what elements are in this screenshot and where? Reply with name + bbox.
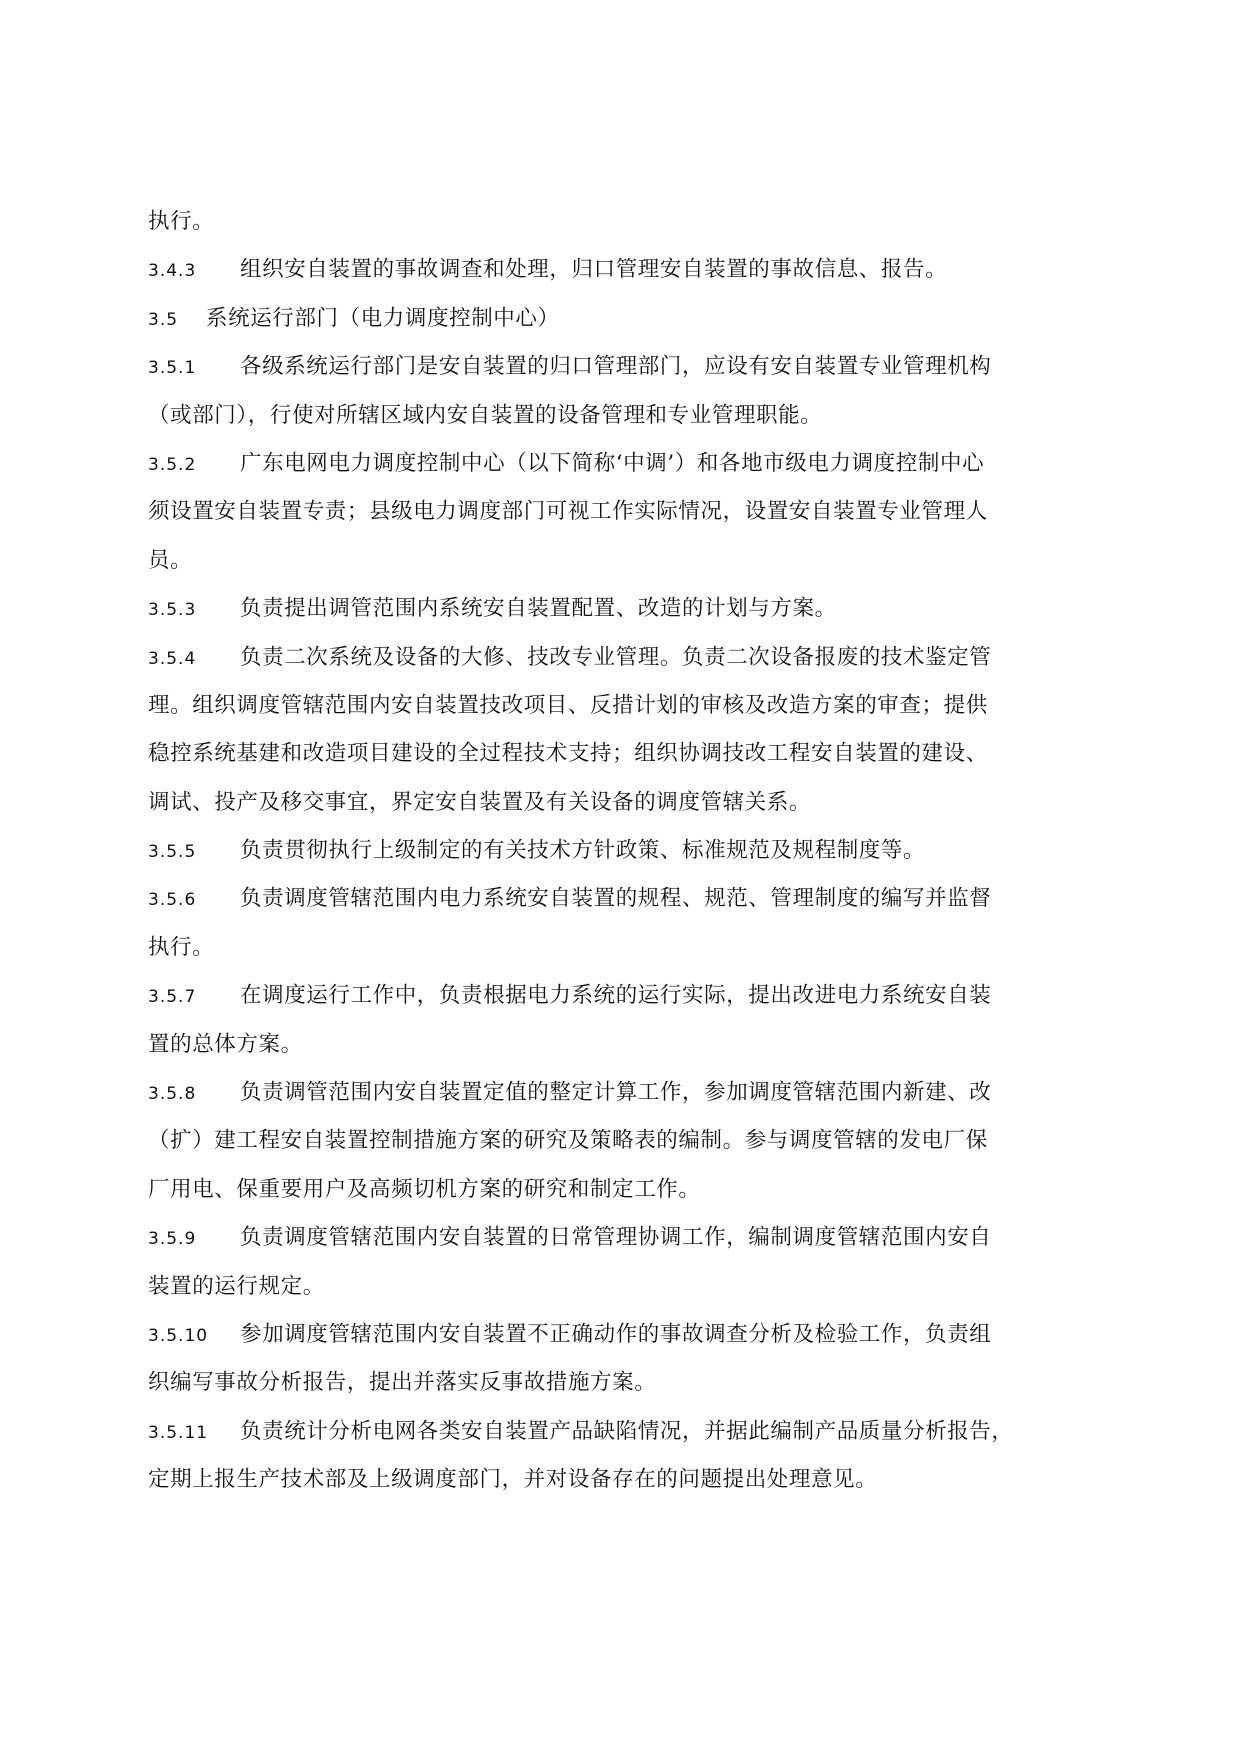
section-number: 3.5 — [148, 309, 179, 330]
clause-number: 3.5.8 — [148, 1084, 197, 1105]
line-text: 稳控系统基建和改造项目建设的全过程技术支持；组织协调技改工程安自装置的建设、 — [148, 741, 988, 767]
text-line — [148, 1028, 1102, 1062]
clause-number: 3.5.2 — [148, 454, 197, 475]
text-line — [148, 1173, 1102, 1207]
text-line — [148, 786, 1102, 820]
clause-3-5-3 — [148, 592, 1102, 626]
line-text: 执行。 — [148, 934, 215, 960]
line-text: 须设置安自装置专责；县级电力调度部门可视工作实际情况，设置安自装置专业管理人 — [148, 499, 988, 525]
clause-number: 3.5.11 — [148, 1422, 209, 1443]
clause-number: 3.4.3 — [148, 261, 197, 282]
clause-3-5-11 — [148, 1415, 1102, 1449]
clause-3-5-10 — [148, 1318, 1102, 1352]
clause-number: 3.5.5 — [148, 842, 197, 863]
line-text: 织编写事故分析报告，提出并落实反事故措施方案。 — [148, 1370, 657, 1396]
text-line — [148, 1270, 1102, 1304]
clause-3-5-1 — [148, 350, 1102, 384]
line-text: 在调度运行工作中，负责根据电力系统的运行实际，提出改进电力系统安自装 — [240, 983, 992, 1009]
line-text: 参加调度管辖范围内安自装置不正确动作的事故调查分析及检验工作，负责组 — [240, 1321, 992, 1347]
clause-number: 3.5.4 — [148, 648, 197, 669]
line-text: 装置的运行规定。 — [148, 1273, 325, 1299]
line-text: 负责统计分析电网各类安自装置产品缺陷情况，并据此编制产品质量分析报告， — [240, 1418, 1014, 1444]
text-line — [148, 737, 1102, 771]
clause-number: 3.5.1 — [148, 358, 197, 379]
line-text: 厂用电、保重要用户及高频切机方案的研究和制定工作。 — [148, 1176, 701, 1202]
text-line — [148, 495, 1102, 529]
line-text: 广东电网电力调度控制中心（以下简称‘中调’）和各地市级电力调度控制中心 — [240, 450, 985, 476]
clause-3-5-7 — [148, 979, 1102, 1013]
text-line — [148, 205, 1102, 239]
line-text: 员。 — [148, 547, 193, 573]
text-line — [148, 1124, 1102, 1158]
line-text: 调试、投产及移交事宜，界定安自装置及有关设备的调度管辖关系。 — [148, 789, 812, 815]
clause-3-5-8 — [148, 1076, 1102, 1110]
line-text: 负责提出调管范围内系统安自装置配置、改造的计划与方案。 — [240, 596, 837, 622]
line-text: 负责贯彻执行上级制定的有关技术方针政策、标准规范及规程制度等。 — [240, 838, 926, 864]
line-text: 定期上报生产技术部及上级调度部门，并对设备存在的问题提出处理意见。 — [148, 1467, 878, 1493]
line-text: 组织安自装置的事故调查和处理，归口管理安自装置的事故信息、报告。 — [240, 257, 948, 283]
clause-3-5-4 — [148, 641, 1102, 675]
clause-3-4-3 — [148, 253, 1102, 287]
line-text: 负责调度管辖范围内电力系统安自装置的规程、规范、管理制度的编写并监督 — [240, 886, 992, 912]
document-body — [148, 205, 1102, 1512]
line-text: （扩）建工程安自装置控制措施方案的研究及策略表的编制。参与调度管辖的发电厂保 — [148, 1128, 988, 1154]
clause-3-5-9 — [148, 1221, 1102, 1255]
line-text: 负责调管范围内安自装置定值的整定计算工作，参加调度管辖范围内新建、改 — [240, 1080, 992, 1106]
text-line — [148, 931, 1102, 965]
section-3-5-heading — [148, 302, 1102, 336]
clause-3-5-2 — [148, 447, 1102, 481]
text-line — [148, 544, 1102, 578]
clause-number: 3.5.9 — [148, 1229, 197, 1250]
text-line — [148, 1463, 1102, 1497]
clause-number: 3.5.10 — [148, 1325, 209, 1346]
clause-number: 3.5.6 — [148, 890, 197, 911]
clause-3-5-5 — [148, 834, 1102, 868]
clause-number: 3.5.7 — [148, 987, 197, 1008]
section-title: 系统运行部门（电力调度控制中心） — [206, 305, 560, 331]
line-text: 负责二次系统及设备的大修、技改专业管理。负责二次设备报废的技术鉴定管 — [240, 644, 992, 670]
text-line — [148, 689, 1102, 723]
text-line — [148, 1366, 1102, 1400]
line-text: 负责调度管辖范围内安自装置的日常管理协调工作，编制调度管辖范围内安自 — [240, 1225, 992, 1251]
line-text: 置的总体方案。 — [148, 1031, 303, 1057]
clause-3-5-6 — [148, 882, 1102, 916]
text-line — [148, 399, 1102, 433]
line-text: 理。组织调度管辖范围内安自装置技改项目、反措计划的审核及改造方案的审查；提供 — [148, 692, 988, 718]
line-text: 各级系统运行部门是安自装置的归口管理部门，应设有安自装置专业管理机构 — [240, 354, 992, 380]
clause-number: 3.5.3 — [148, 600, 197, 621]
line-text: （或部门），行使对所辖区域内安自装置的设备管理和专业管理职能。 — [148, 402, 823, 428]
line-text: 执行。 — [148, 209, 215, 234]
